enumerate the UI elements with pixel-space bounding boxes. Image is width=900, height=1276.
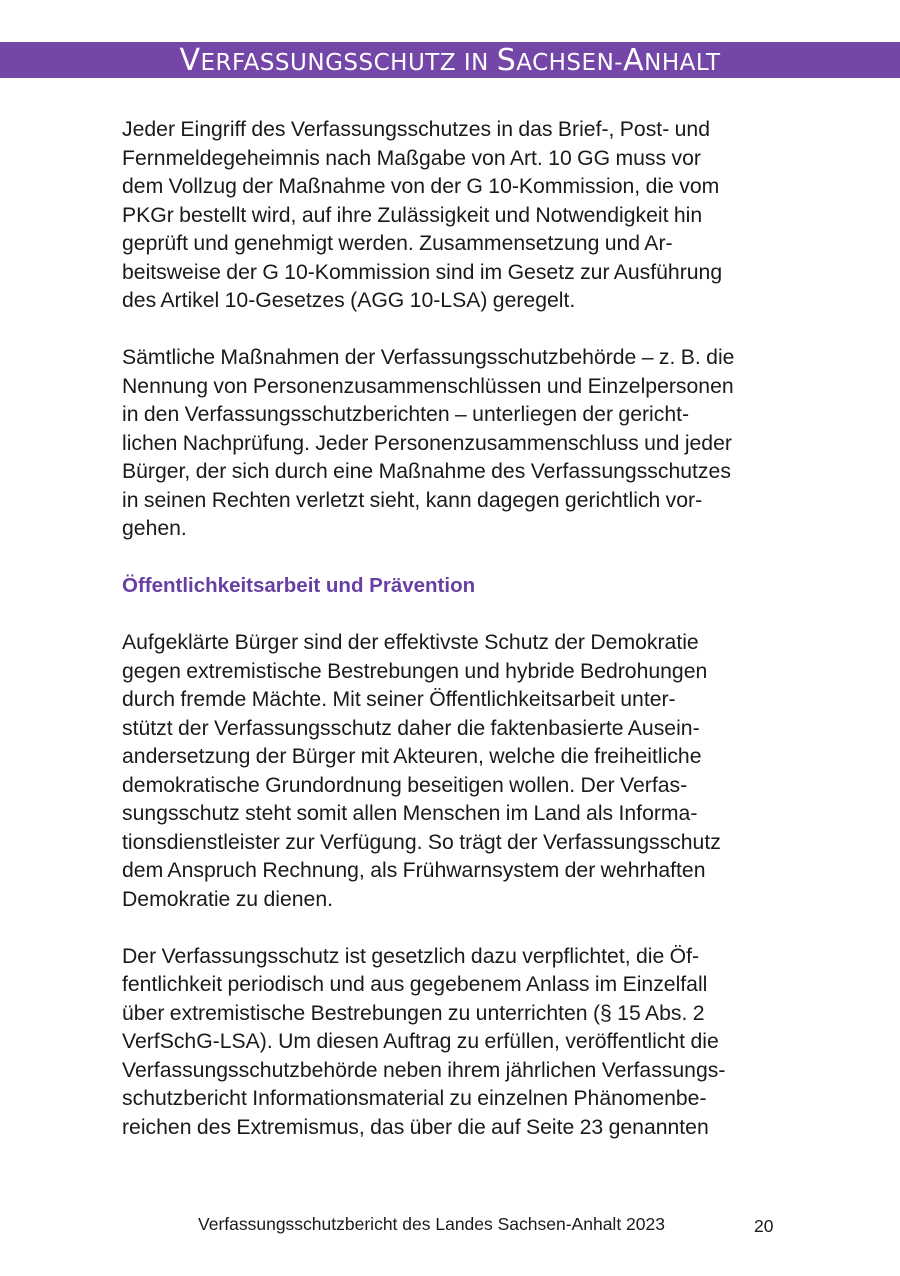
paragraph-g10-kommission [122,116,782,316]
title-part-2-big: S [496,43,517,78]
text-line: in den Verfassungsschutzberichten – unterliegen der gericht- [122,403,690,426]
text-line: lichen Nachprüfung. Jeder Personenzusammenschluss und jeder [122,431,732,455]
text-line: beitsweise der G 10-Kommission sind im Gesetz zur Ausführung [122,260,723,284]
text-line: Fernmeldegeheimnis nach Maßgabe von Art. 10 GG muss vor [122,146,701,170]
title-part-1-small: ERFASSUNGSSCHUTZ IN [200,50,497,76]
text-line: Sämtliche Maßnahmen der Verfassungsschutzbehörde – z. B. die [122,346,735,369]
text-line: Verfassungsschutzbehörde neben ihrem jährlichen Verfassungs- [122,1058,726,1082]
text-line: durch fremde Mächte. Mit seiner Öffentlichkeitsarbeit unter- [122,688,676,711]
paragraph-gap [122,544,782,573]
text-line: in seinen Rechten verletzt sieht, kann dagegen gerichtlich vor- [122,488,703,512]
text-line: Aufgeklärte Bürger sind der effektivste Schutz der Demokratie [122,631,699,654]
text-line: Demokratie zu dienen. [122,887,333,911]
text-line: gehen. [122,517,187,540]
text-line: tionsdienstleister zur Verfügung. So trägt der Verfassungsschutz [122,830,721,854]
main-content [122,116,782,1142]
footer-publication-title: Verfassungsschutzbericht des Landes Sachsen-Anhalt 2023 [198,1214,665,1234]
text-line: PKGr bestellt wird, auf ihre Zulässigkeit und Notwendigkeit hin [122,203,703,227]
paragraph-gap [122,316,782,345]
paragraph-unterrichtungspflicht [122,943,782,1143]
title-part-3-big: A [623,43,645,78]
text-line: über extremistische Bestrebungen zu unterrichten (§ 15 Abs. 2 [122,1001,705,1025]
title-part-2-small: ACHSEN- [516,50,624,76]
text-line: geprüft und genehmigt werden. Zusammensetzung und Ar- [122,232,673,255]
paragraph-gerichtliche-kontrolle [122,344,782,544]
paragraph-gap [122,601,782,630]
text-line: gegen extremistische Bestrebungen und hybride Bedrohungen [122,659,708,683]
text-line: fentlichkeit periodisch und aus gegebenem Anlass im Einzelfall [122,973,708,996]
paragraph-gap [122,914,782,943]
text-line: stützt der Verfassungsschutz daher die faktenbasierte Ausein- [122,716,700,740]
text-line: demokratische Grundordnung beseitigen wollen. Der Verfas- [122,773,688,797]
title-part-3-small: NHALT [644,50,721,76]
text-line: andersetzung der Bürger mit Akteuren, welche die freiheitliche [122,745,702,768]
text-line: sungsschutz steht somit allen Menschen im Land als Informa- [122,802,698,825]
text-line: Der Verfassungsschutz ist gesetzlich dazu verpflichtet, die Öf- [122,944,700,968]
text-line: dem Vollzug der Maßnahme von der G 10-Kommission, die vom [122,175,720,198]
title-part-1-big: V [179,43,201,78]
text-line: Bürger, der sich durch eine Maßnahme des Verfassungsschutzes [122,460,731,483]
text-line: Jeder Eingriff des Verfassungsschutzes in das Brief-, Post- und [122,118,710,141]
paragraph-oeffentlichkeitsarbeit [122,629,782,914]
page-number: 20 [754,1216,774,1236]
page-title [0,42,900,78]
text-line: schutzbericht Informationsmaterial zu einzelnen Phänomenbe- [122,1087,707,1110]
text-line: des Artikel 10-Gesetzes (AGG 10-LSA) geregelt. [122,289,576,312]
text-line: Nennung von Personenzusammenschlüssen und Einzelpersonen [122,374,734,398]
section-heading: Öffentlichkeitsarbeit und Prävention [122,574,476,597]
text-line: dem Anspruch Rechnung, als Frühwarnsystem der wehrhaften [122,859,706,882]
text-line: VerfSchG-LSA). Um diesen Auftrag zu erfüllen, veröffentlicht die [122,1030,719,1053]
text-line: reichen des Extremismus, das über die auf Seite 23 genannten [122,1115,709,1139]
